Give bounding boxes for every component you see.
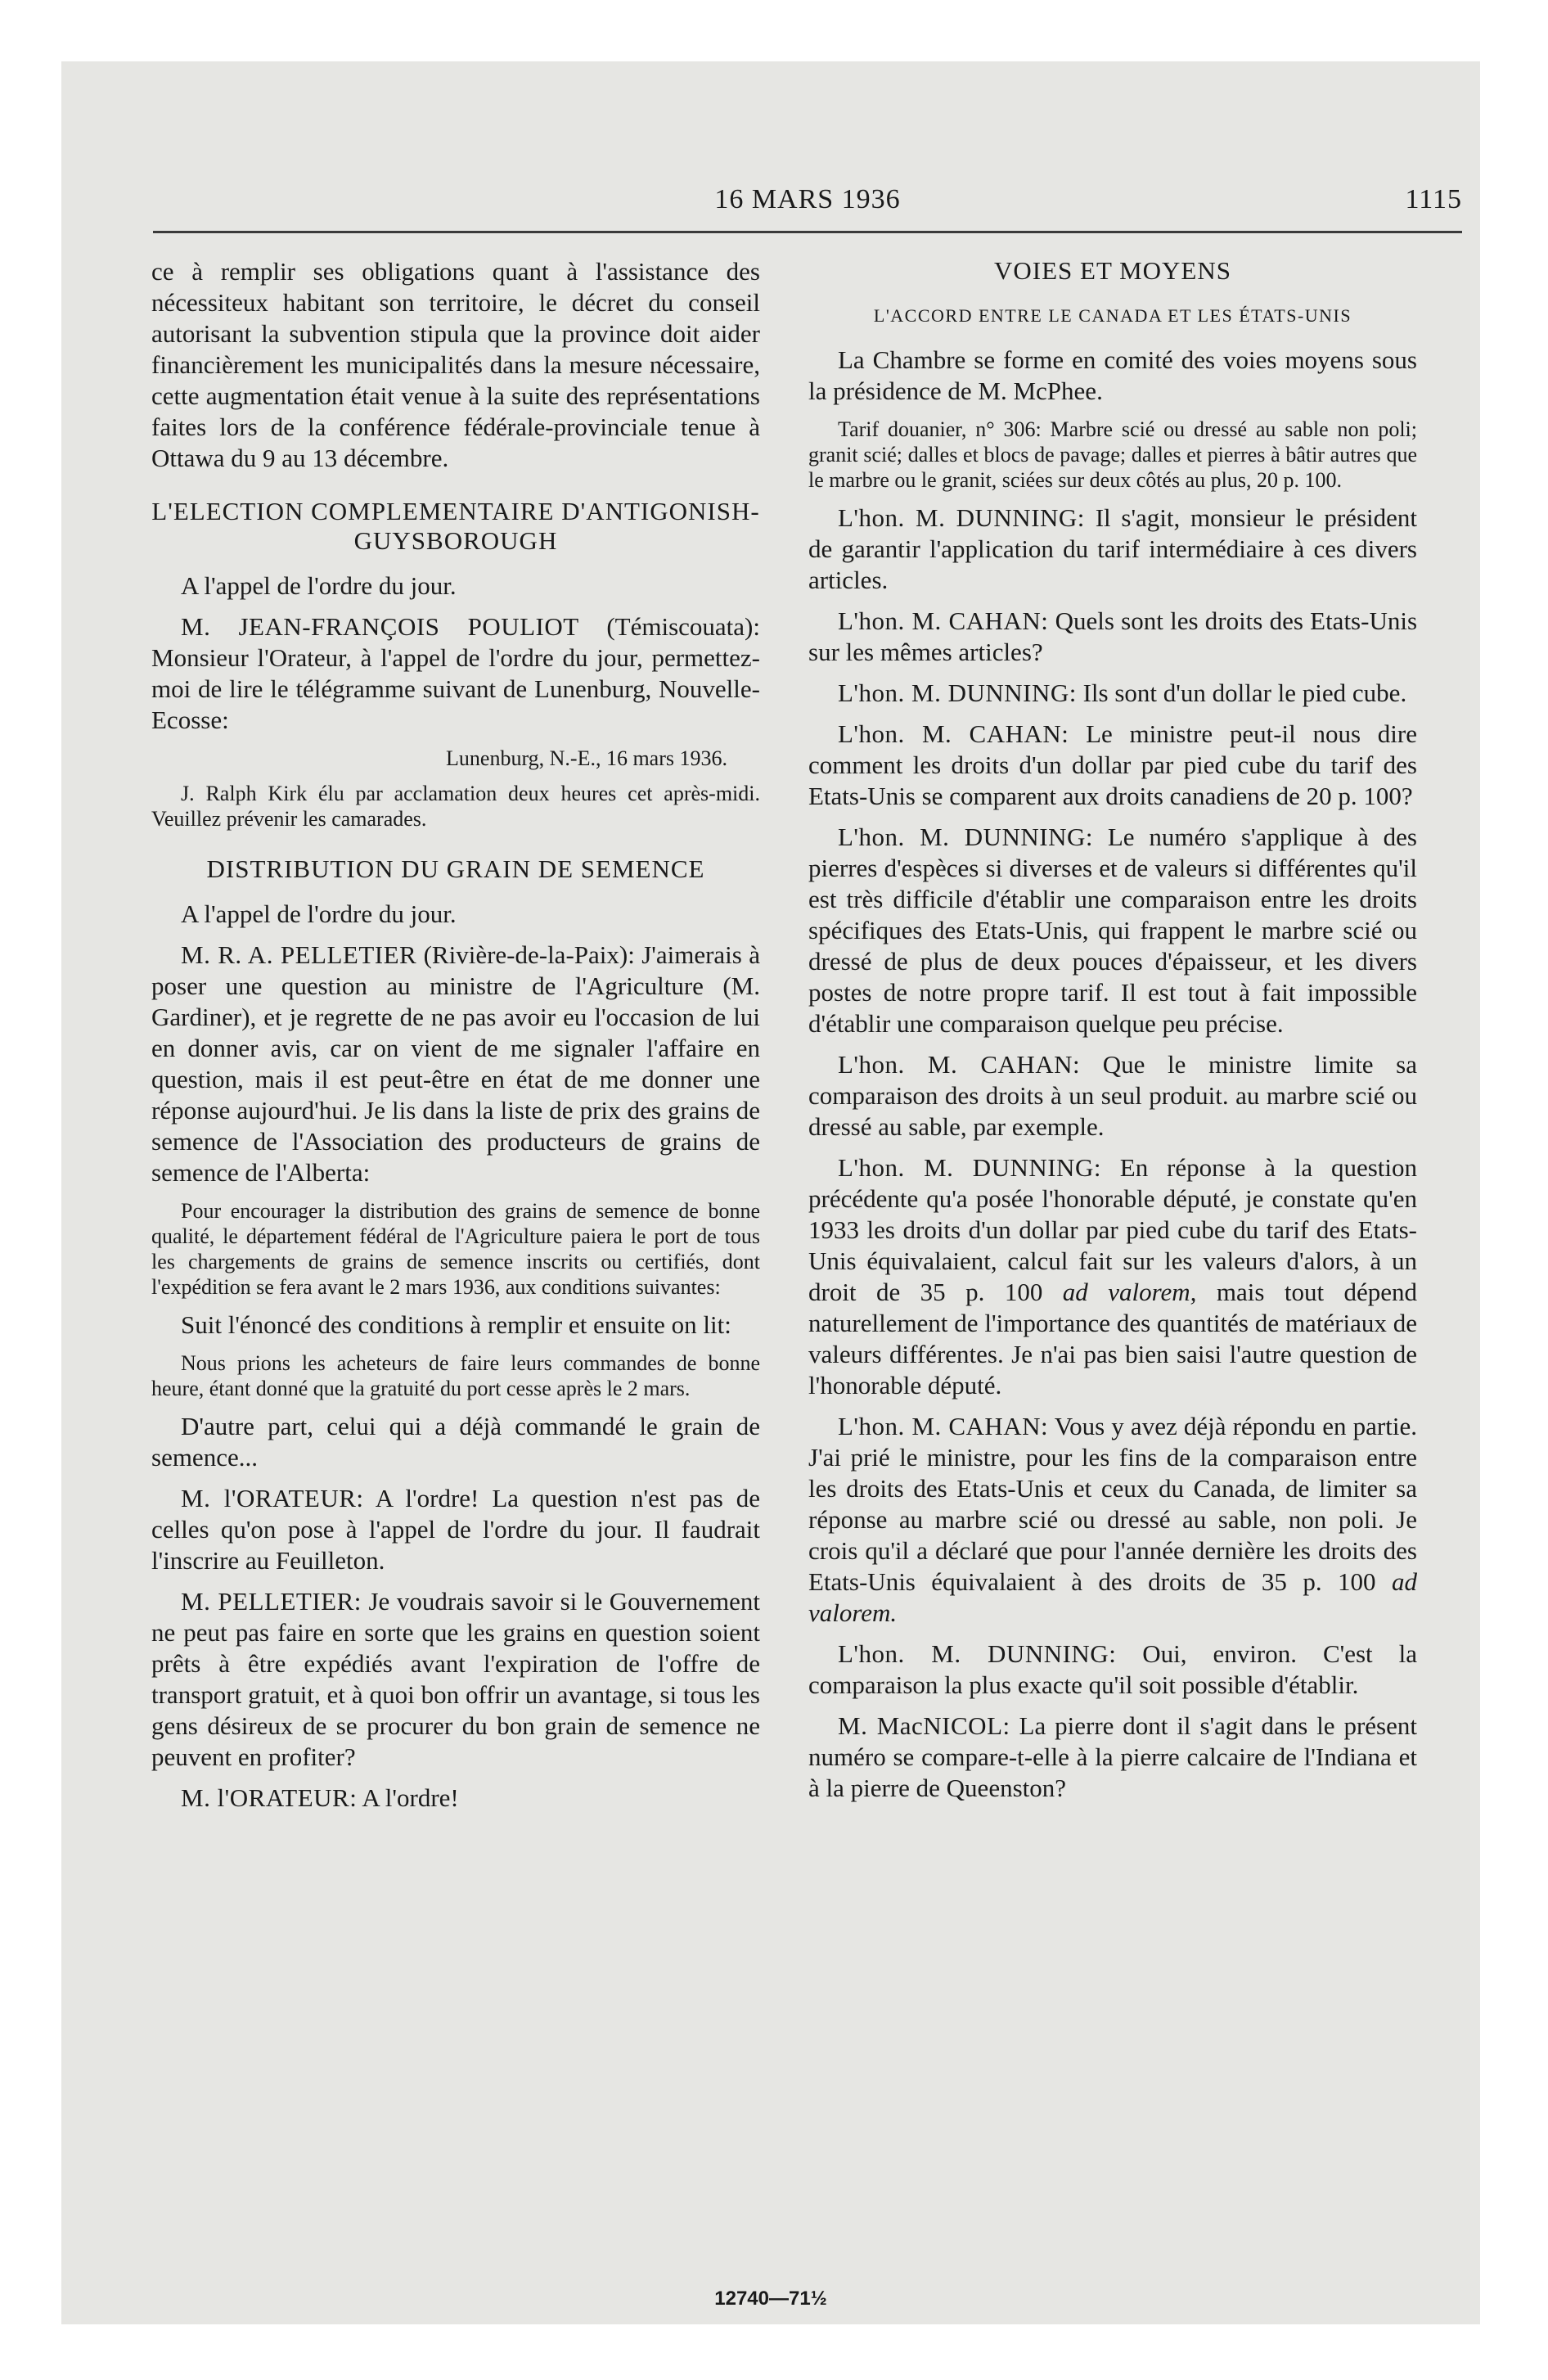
speaker-name: L'hon. M. CAHAN: <box>838 606 1049 635</box>
speech-dunning <box>808 1152 1417 1401</box>
speech-cahan <box>808 1411 1417 1629</box>
paragraph: Suit l'énoncé des conditions à remplir et ensuite on lit: <box>181 1310 731 1339</box>
document-page <box>61 61 1480 2324</box>
speech-dunning <box>808 503 1417 596</box>
speaker-name: M. l'ORATEUR: <box>181 1484 364 1512</box>
speaker-name: L'hon. M. DUNNING: <box>838 1153 1101 1182</box>
speech-text: A l'ordre! La question n'est pas de celles qu'on pose à l'appel de l'ordre du jour. Il faudrait l'inscrire au Feuilleton. <box>151 1484 761 1575</box>
paragraph: A l'appel de l'ordre du jour. <box>181 571 457 600</box>
speech-text: A l'ordre! <box>362 1783 459 1812</box>
right-column <box>808 256 1417 1814</box>
section-heading-seed-grain: DISTRIBUTION DU GRAIN DE SEMENCE <box>206 854 705 883</box>
latin-term: ad valorem, <box>1062 1278 1197 1306</box>
paragraph: A l'appel de l'ordre du jour. <box>181 899 457 928</box>
speech-speaker <box>151 1483 760 1576</box>
speaker-name: L'hon. M. CAHAN: <box>838 1412 1049 1440</box>
speech-text: Que le ministre limite sa comparaison des droits à un seul produit. au marbre scié ou dressé au sable, par exemple. <box>808 1050 1417 1141</box>
speech-cahan <box>808 1049 1417 1143</box>
header-date: 16 MARS 1936 <box>714 184 901 214</box>
section-heading-ways-means: VOIES ET MOYENS <box>994 256 1231 285</box>
speech-text: En réponse à la question précédente qu'a posée l'honorable député, je constate qu'en 1933 les droits d'un dollar par pied cube du tarif des Etats-Unis équivalaient, calcul fait sur les valeurs d'alors, à un droit de 35 p. 100 <box>808 1153 1417 1306</box>
speech-pouliot <box>151 611 760 736</box>
speech-text: Le ministre peut-il nous dire comment les droits d'un dollar par pied cube du tarif des Etats-Unis se comparent aux droits canadiens de 20 p. 100? <box>808 719 1417 810</box>
telegram-text: J. Ralph Kirk élu par acclamation deux heures cet après-midi. Veuillez prévenir les camarades. <box>151 782 760 831</box>
section-subheading: L'ACCORD ENTRE LE CANADA ET LES ÉTATS-UNIS <box>873 305 1352 326</box>
speech-text: Il s'agit, monsieur le président de garantir l'application du tarif intermédiaire à ces divers articles. <box>808 503 1417 594</box>
speech-dunning <box>808 822 1417 1039</box>
speech-dunning <box>808 678 1417 709</box>
paragraph: D'autre part, celui qui a déjà commandé le grain de semence... <box>151 1412 760 1472</box>
speech-text: Le numéro s'applique à des pierres d'espèces si diverses et de valeurs si différentes qu'il est très difficile d'établir une comparaison entre les droits spécifiques des Etats-Unis, qui frappent le marbre scié ou dressé de plus de deux pouces d'épaisseur, et les divers postes de notre propre tarif. Il est tout à fait impossible d'établir une comparaison quelque peu précise. <box>808 823 1417 1038</box>
speech-macnicol <box>808 1711 1417 1804</box>
intro-paragraph: ce à remplir ses obligations quant à l'assistance des nécessiteux habitant son territoire, le décret du conseil autorisant la subvention stipula que la province doit aider financièrement les municipalités dans la mesure nécessaire, cette augmentation était venue à la suite des représentations faites lors de la conférence fédérale-provinciale tenue à Ottawa du 9 au 13 décembre. <box>151 257 760 472</box>
speech-text: mais tout dépend naturellement de l'importance des quantités de matériaux de valeurs différentes. Je n'ai pas bien saisi l'autre question de l'honorable député. <box>808 1278 1418 1400</box>
speech-text: Vous y avez déjà répondu en partie. J'ai prié le ministre, pour les fins de la comparaison entre les droits des Etats-Unis et ceux du Canada, de limiter sa réponse au marbre scié ou dressé au sable, non poli. Je crois qu'il a déclaré que pour l'année dernière les droits des Etats-Unis équivalaient à des droits de 35 p. 100 <box>808 1412 1417 1596</box>
telegram-place: Lunenburg, N.-E., 16 mars 1936. <box>446 746 727 770</box>
speech-text: La pierre dont il s'agit dans le présent numéro se compare-t-elle à la pierre calcaire de l'Indiana et à la pierre de Queenston? <box>808 1711 1417 1802</box>
speaker-name: L'hon. M. DUNNING: <box>838 823 1093 851</box>
speaker-name: M. PELLETIER: <box>181 1587 362 1616</box>
speaker-name: M. R. A. PELLETIER <box>181 940 417 969</box>
left-column <box>151 256 760 1823</box>
section-heading-election: L'ELECTION COMPLEMENTAIRE D'ANTIGONISH-GUYSBOROUGH <box>151 497 760 555</box>
speech-text: (Témiscouata): Monsieur l'Orateur, à l'appel de l'ordre du jour, permettez-moi de lire le télégramme suivant de Lunenburg, Nouvelle-Ecosse: <box>151 612 760 734</box>
speaker-name: L'hon. M. DUNNING: <box>838 503 1085 532</box>
latin-term: ad valorem. <box>808 1567 1417 1627</box>
speech-cahan <box>808 719 1417 812</box>
speaker-name: M. MacNICOL: <box>838 1711 1010 1740</box>
header-rule <box>153 231 1462 233</box>
quoted-text: Pour encourager la distribution des grains de semence de bonne qualité, le département fédéral de l'Agriculture paiera le port de tous les chargements de grains de semence inscrits ou certifiés, dont l'expédition se fera avant le 2 mars 1936, aux conditions suivantes: <box>151 1199 760 1299</box>
speech-dunning <box>808 1639 1417 1701</box>
speech-text: Ils sont d'un dollar le pied cube. <box>1082 678 1407 707</box>
tariff-item: Tarif douanier, n° 306: Marbre scié ou dressé au sable non poli; granit scié; dalles et blocs de pavage; dalles et pierres à bâtir autres que le marbre ou le granit, sciées sur deux côtés au plus, 20 p. 100. <box>808 417 1417 492</box>
speech-pelletier <box>151 1586 760 1773</box>
speaker-name: L'hon. M. CAHAN: <box>838 719 1069 748</box>
speech-text: Je voudrais savoir si le Gouvernement ne peut pas faire en sorte que les grains en question soient prêts à être expédiés avant l'expiration de l'offre de transport gratuit, et à quoi bon offrir un avantage, si tous les gens désireux de se procurer du bon grain de semence ne peuvent en profiter? <box>151 1587 760 1771</box>
speaker-name: M. JEAN-FRANÇOIS POULIOT <box>181 612 579 641</box>
speech-text: (Rivière-de-la-Paix): J'aimerais à poser une question au ministre de l'Agriculture (M. Gardiner), et je regrette de ne pas avoir eu l'occasion de lui en donner avis, car on vient de me signaler l'affaire en question, mais il est peut-être en état de me donner une réponse aujourd'hui. Je lis dans la liste de prix des grains de semence de l'Association des producteurs de grains de semence de l'Alberta: <box>151 940 760 1187</box>
page-number: 1115 <box>1405 184 1462 214</box>
page-header <box>153 184 1462 233</box>
print-code: 12740—71½ <box>714 2288 827 2310</box>
quoted-text: Nous prions les acheteurs de faire leurs commandes de bonne heure, étant donné que la gratuité du port cesse après le 2 mars. <box>151 1351 760 1400</box>
speaker-name: L'hon. M. CAHAN: <box>838 1050 1081 1079</box>
speech-text: Oui, environ. C'est la comparaison la plus exacte qu'il soit possible d'établir. <box>808 1639 1418 1699</box>
speech-text: Quels sont les droits des Etats-Unis sur les mêmes articles? <box>808 606 1418 666</box>
speech-speaker <box>151 1783 760 1814</box>
speech-cahan <box>808 606 1417 668</box>
speech-pelletier <box>151 940 760 1188</box>
speaker-name: L'hon. M. DUNNING: <box>838 1639 1117 1668</box>
speaker-name: M. l'ORATEUR: <box>181 1783 358 1812</box>
paragraph: La Chambre se forme en comité des voies moyens sous la présidence de M. McPhee. <box>808 345 1417 405</box>
speaker-name: L'hon. M. DUNNING: <box>838 678 1077 707</box>
